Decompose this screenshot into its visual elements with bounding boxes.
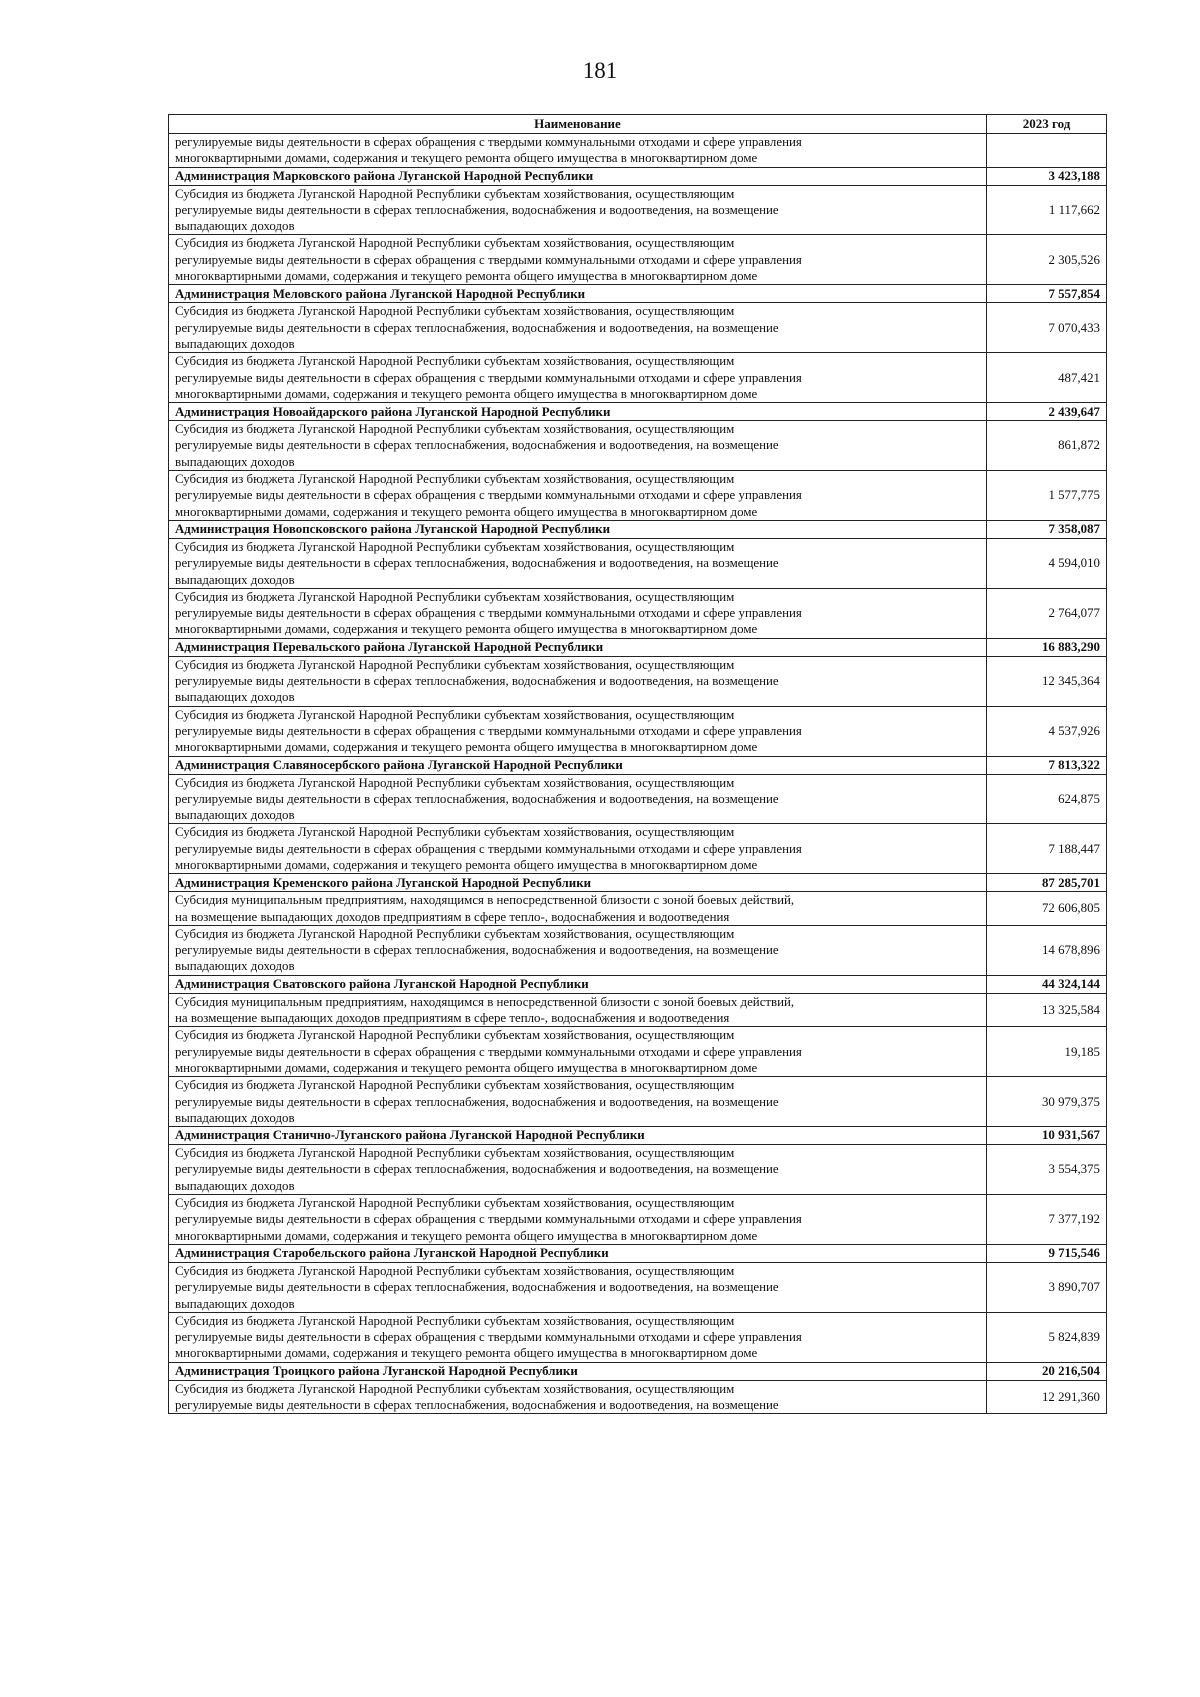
administration-row [169,403,1107,421]
administration-total: 2 439,647 [987,403,1107,421]
subsidy-amount: 7 070,433 [987,303,1107,353]
subsidy-amount: 861,872 [987,421,1107,471]
subsidy-description: Субсидия из бюджета Луганской Народной Республики субъектам хозяйствования, осуществляющим регулируемые виды деятельности в сферах теплоснабжения, водоснабжения и водоотведения, на возмещение выпадающих доходов [169,421,987,471]
subsidy-row [169,1380,1107,1414]
administration-row [169,167,1107,185]
administration-row [169,1127,1107,1145]
subsidy-row [169,303,1107,353]
subsidy-amount: 3 890,707 [987,1262,1107,1312]
administration-name: Администрация Сватовского района Луганской Народной Республики [169,975,987,993]
budget-table [168,114,1107,1414]
administration-name: Администрация Меловского района Луганской Народной Республики [169,285,987,303]
table-body [169,134,1107,1414]
administration-row [169,756,1107,774]
subsidy-description: Субсидия из бюджета Луганской Народной Республики субъектам хозяйствования, осуществляющим регулируемые виды деятельности в сферах теплоснабжения, водоснабжения и водоотведения, на возмещение выпадающих доходов [169,185,987,235]
subsidy-amount: 4 594,010 [987,538,1107,588]
administration-name: Администрация Кременского района Луганской Народной Республики [169,874,987,892]
subsidy-description: Субсидия из бюджета Луганской Народной Республики субъектам хозяйствования, осуществляющим регулируемые виды деятельности в сферах обращения с твердыми коммунальными отходами и сфере управления многоквартирными домами, содержания и текущего ремонта общего имущества в многоквартирном доме [169,471,987,521]
page-number: 181 [582,58,618,83]
subsidy-amount: 30 979,375 [987,1077,1107,1127]
subsidy-description: Субсидия из бюджета Луганской Народной Республики субъектам хозяйствования, осуществляющим регулируемые виды деятельности в сферах теплоснабжения, водоснабжения и водоотведения, на возмещение выпадающих доходов [169,1077,987,1127]
subsidy-description: Субсидия из бюджета Луганской Народной Республики субъектам хозяйствования, осуществляющим регулируемые виды деятельности в сферах обращения с твердыми коммунальными отходами и сфере управления многоквартирными домами, содержания и текущего ремонта общего имущества в многоквартирном доме [169,706,987,756]
administration-total: 10 931,567 [987,1127,1107,1145]
subsidy-amount: 13 325,584 [987,993,1107,1027]
subsidy-amount: 12 291,360 [987,1380,1107,1414]
column-header-name: Наименование [169,115,987,134]
administration-total: 7 813,322 [987,756,1107,774]
subsidy-row [169,1145,1107,1195]
subsidy-row [169,588,1107,638]
subsidy-amount: 4 537,926 [987,706,1107,756]
subsidy-amount: 14 678,896 [987,925,1107,975]
subsidy-description: Субсидия из бюджета Луганской Народной Республики субъектам хозяйствования, осуществляющим регулируемые виды деятельности в сферах теплоснабжения, водоснабжения и водоотведения, на возмещение выпадающих доходов [169,1262,987,1312]
subsidy-amount: 1 577,775 [987,471,1107,521]
subsidy-row [169,925,1107,975]
administration-total: 7 557,854 [987,285,1107,303]
subsidy-description: Субсидия из бюджета Луганской Народной Республики субъектам хозяйствования, осуществляющим регулируемые виды деятельности в сферах обращения с твердыми коммунальными отходами и сфере управления многоквартирными домами, содержания и текущего ремонта общего имущества в многоквартирном доме [169,353,987,403]
administration-name: Администрация Старобельского района Луганской Народной Республики [169,1244,987,1262]
subsidy-row [169,774,1107,824]
subsidy-description: Субсидия из бюджета Луганской Народной Республики субъектам хозяйствования, осуществляющим регулируемые виды деятельности в сферах теплоснабжения, водоснабжения и водоотведения, на возмещение выпадающих доходов [169,303,987,353]
subsidy-row [169,993,1107,1027]
subsidy-description: Субсидия из бюджета Луганской Народной Республики субъектам хозяйствования, осуществляющим регулируемые виды деятельности в сферах теплоснабжения, водоснабжения и водоотведения, на возмещение выпадающих доходов [169,774,987,824]
subsidy-description: Субсидия муниципальным предприятиям, находящимся в непосредственной близости с зоной боевых действий, на возмещение выпадающих доходов предприятиям в сфере тепло-, водоснабжения и водоотведения [169,993,987,1027]
subsidy-row [169,538,1107,588]
subsidy-amount: 2 305,526 [987,235,1107,285]
subsidy-row [169,235,1107,285]
subsidy-description: Субсидия муниципальным предприятиям, находящимся в непосредственной близости с зоной боевых действий, на возмещение выпадающих доходов предприятиям в сфере тепло-, водоснабжения и водоотведения [169,892,987,926]
subsidy-row [169,892,1107,926]
subsidy-amount: 19,185 [987,1027,1107,1077]
administration-row [169,975,1107,993]
administration-row [169,1362,1107,1380]
administration-name: Администрация Новопсковского района Луганской Народной Республики [169,520,987,538]
table-header [169,115,1107,134]
subsidy-description: Субсидия из бюджета Луганской Народной Республики субъектам хозяйствования, осуществляющим регулируемые виды деятельности в сферах обращения с твердыми коммунальными отходами и сфере управления многоквартирными домами, содержания и текущего ремонта общего имущества в многоквартирном доме [169,824,987,874]
administration-total: 87 285,701 [987,874,1107,892]
subsidy-description: Субсидия из бюджета Луганской Народной Республики субъектам хозяйствования, осуществляющим регулируемые виды деятельности в сферах обращения с твердыми коммунальными отходами и сфере управления многоквартирными домами, содержания и текущего ремонта общего имущества в многоквартирном доме [169,1195,987,1245]
subsidy-row [169,824,1107,874]
subsidy-row [169,1262,1107,1312]
subsidy-description: Субсидия из бюджета Луганской Народной Республики субъектам хозяйствования, осуществляющим регулируемые виды деятельности в сферах теплоснабжения, водоснабжения и водоотведения, на возмещение выпадающих доходов [169,656,987,706]
administration-name: Администрация Перевальского района Луганской Народной Республики [169,638,987,656]
subsidy-row [169,656,1107,706]
header-row [169,115,1107,134]
subsidy-description: Субсидия из бюджета Луганской Народной Республики субъектам хозяйствования, осуществляющим регулируемые виды деятельности в сферах обращения с твердыми коммунальными отходами и сфере управления многоквартирными домами, содержания и текущего ремонта общего имущества в многоквартирном доме [169,588,987,638]
subsidy-description: Субсидия из бюджета Луганской Народной Республики субъектам хозяйствования, осуществляющим регулируемые виды деятельности в сферах теплоснабжения, водоснабжения и водоотведения, на возмещение выпадающих доходов [169,1145,987,1195]
subsidy-description: Субсидия из бюджета Луганской Народной Республики субъектам хозяйствования, осуществляющим регулируемые виды деятельности в сферах теплоснабжения, водоснабжения и водоотведения, на возмещение [169,1380,987,1414]
subsidy-row [169,1195,1107,1245]
subsidy-row [169,185,1107,235]
subsidy-amount: 3 554,375 [987,1145,1107,1195]
subsidy-amount: 5 824,839 [987,1312,1107,1362]
administration-row [169,638,1107,656]
administration-total: 9 715,546 [987,1244,1107,1262]
subsidy-amount: 7 188,447 [987,824,1107,874]
subsidy-description: Субсидия из бюджета Луганской Народной Республики субъектам хозяйствования, осуществляющим регулируемые виды деятельности в сферах обращения с твердыми коммунальными отходами и сфере управления многоквартирными домами, содержания и текущего ремонта общего имущества в многоквартирном доме [169,235,987,285]
administration-total: 44 324,144 [987,975,1107,993]
subsidy-row [169,1312,1107,1362]
subsidy-description: Субсидия из бюджета Луганской Народной Республики субъектам хозяйствования, осуществляющим регулируемые виды деятельности в сферах обращения с твердыми коммунальными отходами и сфере управления многоквартирными домами, содержания и текущего ремонта общего имущества в многоквартирном доме [169,1312,987,1362]
subsidy-row [169,1077,1107,1127]
subsidy-row [169,353,1107,403]
subsidy-description: регулируемые виды деятельности в сферах обращения с твердыми коммунальными отходами и сфере управления многоквартирными домами, содержания и текущего ремонта общего имущества в многоквартирном доме [169,134,987,168]
administration-row [169,285,1107,303]
administration-name: Администрация Станично-Луганского района Луганской Народной Республики [169,1127,987,1145]
subsidy-amount: 72 606,805 [987,892,1107,926]
subsidy-row [169,134,1107,168]
subsidy-description: Субсидия из бюджета Луганской Народной Республики субъектам хозяйствования, осуществляющим регулируемые виды деятельности в сферах теплоснабжения, водоснабжения и водоотведения, на возмещение выпадающих доходов [169,925,987,975]
subsidy-row [169,1027,1107,1077]
administration-row [169,874,1107,892]
subsidy-row [169,706,1107,756]
subsidy-amount: 624,875 [987,774,1107,824]
subsidy-row [169,421,1107,471]
administration-name: Администрация Славяносербского района Луганской Народной Республики [169,756,987,774]
administration-row [169,1244,1107,1262]
subsidy-amount: 7 377,192 [987,1195,1107,1245]
subsidy-row [169,471,1107,521]
administration-row [169,520,1107,538]
subsidy-description: Субсидия из бюджета Луганской Народной Республики субъектам хозяйствования, осуществляющим регулируемые виды деятельности в сферах теплоснабжения, водоснабжения и водоотведения, на возмещение выпадающих доходов [169,538,987,588]
administration-total: 16 883,290 [987,638,1107,656]
column-header-year: 2023 год [987,115,1107,134]
administration-name: Администрация Троицкого района Луганской Народной Республики [169,1362,987,1380]
administration-total: 3 423,188 [987,167,1107,185]
subsidy-amount: 1 117,662 [987,185,1107,235]
subsidy-amount: 487,421 [987,353,1107,403]
subsidy-description: Субсидия из бюджета Луганской Народной Республики субъектам хозяйствования, осуществляющим регулируемые виды деятельности в сферах обращения с твердыми коммунальными отходами и сфере управления многоквартирными домами, содержания и текущего ремонта общего имущества в многоквартирном доме [169,1027,987,1077]
administration-total: 20 216,504 [987,1362,1107,1380]
administration-name: Администрация Марковского района Луганской Народной Республики [169,167,987,185]
subsidy-amount: 2 764,077 [987,588,1107,638]
subsidy-amount: 12 345,364 [987,656,1107,706]
subsidy-amount [987,134,1107,168]
administration-name: Администрация Новоайдарского района Луганской Народной Республики [169,403,987,421]
administration-total: 7 358,087 [987,520,1107,538]
